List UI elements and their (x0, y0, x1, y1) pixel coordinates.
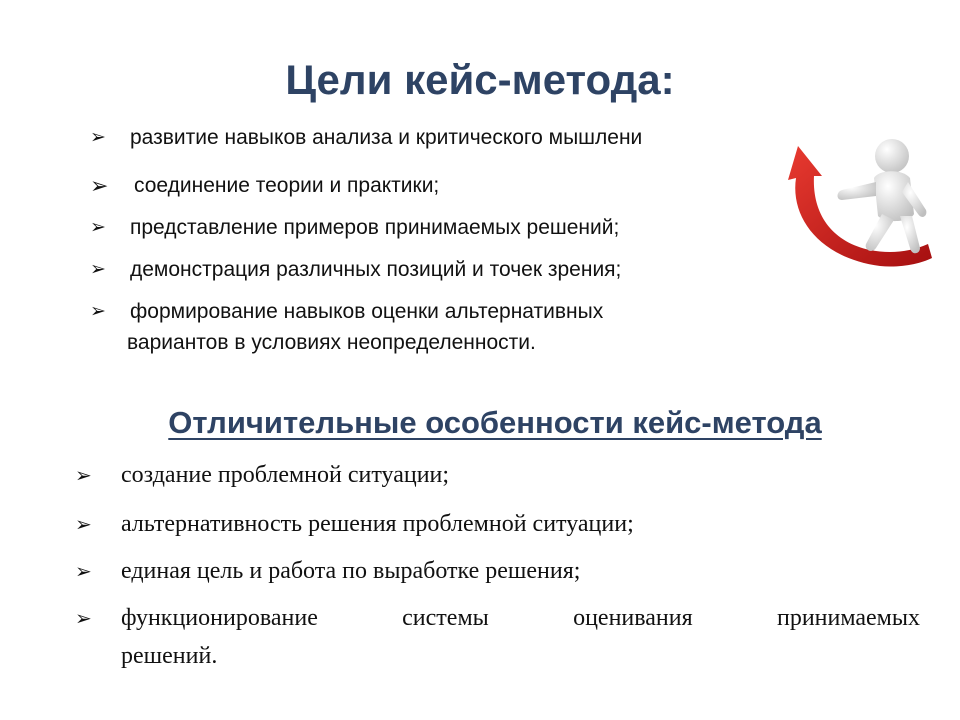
bullet-arrow-icon: ➢ (90, 173, 109, 198)
feature-word: оценивания (573, 605, 693, 631)
goal-text: соединение теории и практики; (134, 174, 440, 197)
goal-text: представление примеров принимаемых решений; (130, 216, 620, 239)
feature-text: альтернативность решения проблемной ситуации; (121, 511, 634, 537)
goal-text: развитие навыков анализа и критического мышлени (130, 126, 643, 149)
feature-text: единая цель и работа по выработке решения; (121, 558, 581, 584)
feature-word: принимаемых (776, 605, 920, 631)
bullet-arrow-icon: ➢ (75, 606, 92, 630)
figure-leg (900, 216, 920, 253)
feature-word: системы (402, 605, 489, 631)
bullet-arrow-icon: ➢ (90, 259, 106, 280)
figure-leg (866, 214, 894, 251)
goal-text: демонстрация различных позиций и точек зрения; (130, 258, 622, 281)
figure-climbing-arrow-icon (770, 118, 940, 278)
slide-title: Цели кейс-метода: (285, 56, 675, 103)
feature-word: функционирование (121, 605, 318, 631)
bullet-arrow-icon: ➢ (90, 301, 106, 322)
goal-text-continuation: вариантов в условиях неопределенности. (127, 331, 536, 354)
figure-head (875, 139, 909, 173)
figure-arm (838, 182, 877, 200)
bullet-arrow-icon: ➢ (75, 559, 92, 583)
bullet-arrow-icon: ➢ (90, 127, 106, 148)
bullet-arrow-icon: ➢ (90, 217, 106, 238)
feature-text-continuation: решений. (121, 643, 218, 669)
goal-text: формирование навыков оценки альтернативных (130, 300, 604, 323)
section-subtitle: Отличительные особенности кейс-метода (168, 405, 822, 440)
feature-justified-line (121, 601, 920, 635)
feature-text: создание проблемной ситуации; (121, 462, 450, 488)
bullet-arrow-icon: ➢ (75, 512, 92, 536)
bullet-arrow-icon: ➢ (75, 463, 92, 487)
